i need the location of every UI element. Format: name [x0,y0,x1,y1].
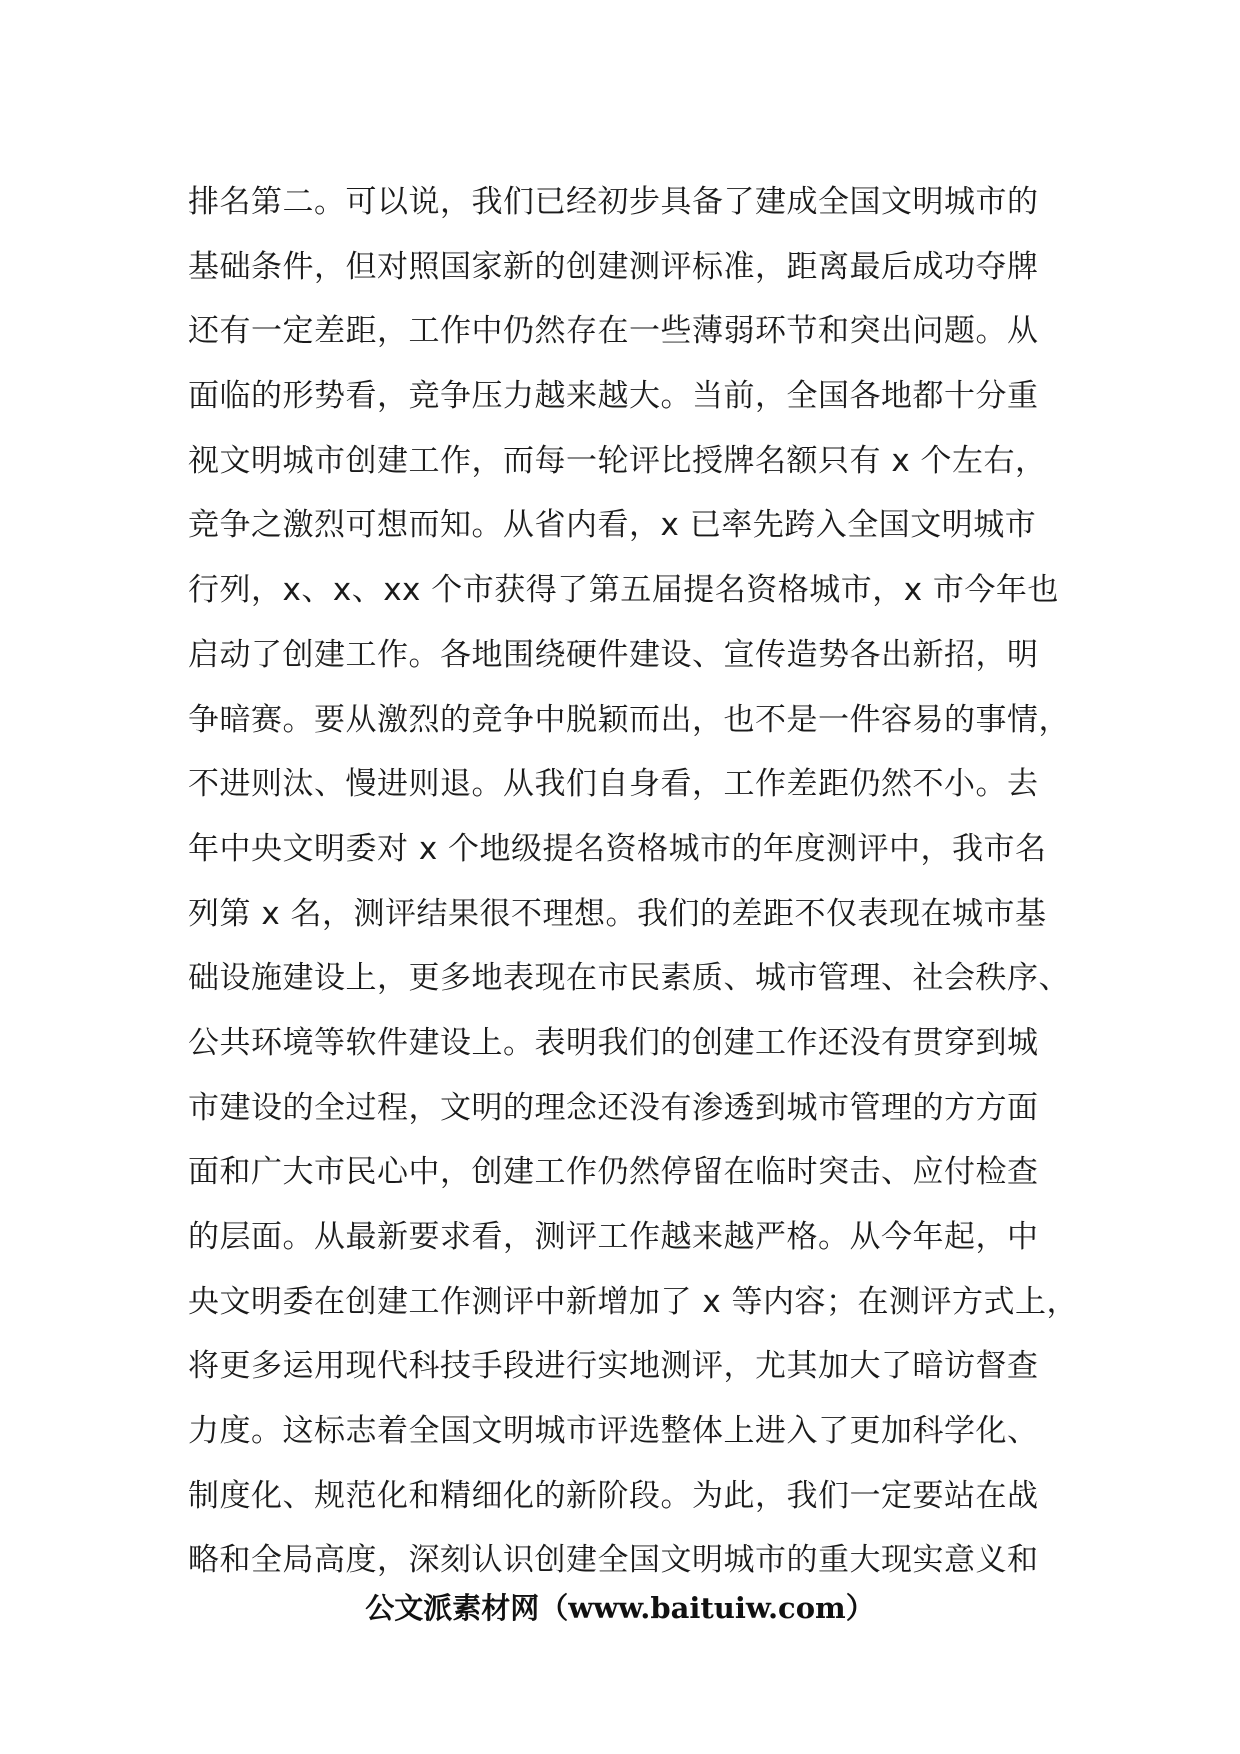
text-line: 启动了创建工作。各地围绕硬件建设、宣传造势各出新招，明 [188,636,1039,673]
text-line: 央文明委在创建工作测评中新增加了 x 等内容；在测评方式上， [188,1283,1079,1320]
text-line: 不进则汰、慢进则退。从我们自身看，工作差距仍然不小。去 [188,766,1039,803]
text-line: 市建设的全过程，文明的理念还没有渗透到城市管理的方方面 [188,1089,1039,1126]
body-text [188,170,1088,1593]
text-line: 础设施建设上，更多地表现在市民素质、城市管理、社会秩序、 [188,960,1070,997]
text-line: 力度。这标志着全国文明城市评选整体上进入了更加科学化、 [188,1413,1039,1450]
text-line: 排名第二。可以说，我们已经初步具备了建成全国文明城市的 [188,184,1039,220]
text-line: 年中央文明委对 x 个地级提名资格城市的年度测评中，我市名 [188,830,1047,867]
text-line: 公共环境等软件建设上。表明我们的创建工作还没有贯穿到城 [188,1024,1039,1061]
text-line: 基础条件，但对照国家新的创建测评标准，距离最后成功夺牌 [188,248,1039,285]
text-line: 面临的形势看，竞争压力越来越大。当前，全国各地都十分重 [188,378,1039,415]
text-line: 视文明城市创建工作，而每一轮评比授牌名额只有 x 个左右， [188,442,1047,479]
text-line: 争暗赛。要从激烈的竞争中脱颖而出，也不是一件容易的事情， [188,701,1070,738]
text-line: 还有一定差距，工作中仍然存在一些薄弱环节和突出问题。从 [188,313,1039,350]
text-line: 略和全局高度，深刻认识创建全国文明城市的重大现实意义和 [188,1542,1039,1579]
text-line: 制度化、规范化和精细化的新阶段。为此，我们一定要站在战 [188,1477,1039,1514]
text-line: 竞争之激烈可想而知。从省内看，x 已率先跨入全国文明城市 [188,507,1037,544]
page-footer-watermark: 公文派素材网（www.baituiw.com） [365,1591,875,1625]
text-line: 行列，x、x、xx 个市获得了第五届提名资格城市，x 市今年也 [188,572,1059,609]
text-line: 面和广大市民心中，创建工作仍然停留在临时突击、应付检查 [188,1154,1039,1191]
text-line: 列第 x 名，测评结果很不理想。我们的差距不仅表现在城市基 [188,895,1047,932]
text-line: 的层面。从最新要求看，测评工作越来越严格。从今年起，中 [188,1219,1039,1255]
text-line: 将更多运用现代科技手段进行实地测评，尤其加大了暗访督查 [188,1348,1039,1385]
